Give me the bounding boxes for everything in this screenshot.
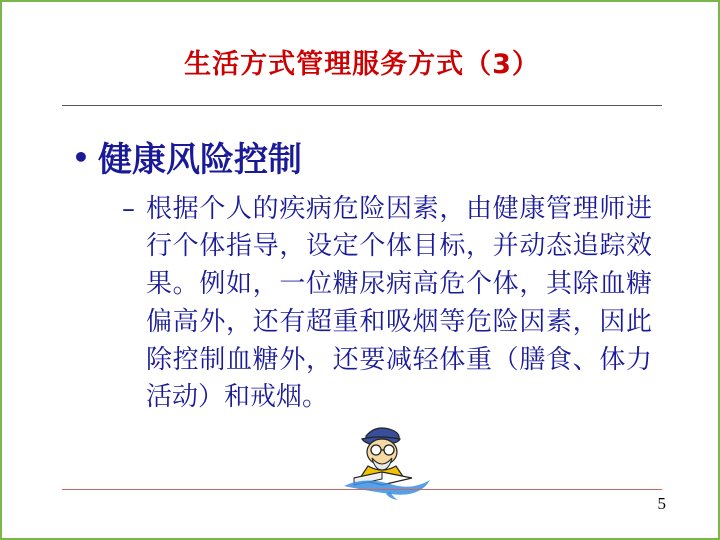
bullet-level2 [122,191,652,417]
bullet-level1-text: 健康风险控制 [98,140,302,180]
slide-body [72,140,652,417]
sub-bullet-marker: – [122,193,135,224]
bullet-level2-text: 根据个人的疾病危险因素，由健康管理师进行个体指导，设定个体目标，并动态追踪效果。例如，一位糖尿病高危个体，其除血糖偏高外，还有超重和吸烟等危险因素，因此除控制血糖外，还要减轻体重（膳食、体力活动）和戒烟。 [146,193,652,413]
page-number: 5 [657,494,666,513]
page-title: 生活方式管理服务方式（3） [184,49,540,80]
title-divider [62,105,662,106]
bullet-level1 [72,140,652,181]
footer-divider [62,489,662,490]
bullet-marker: • [72,141,90,174]
